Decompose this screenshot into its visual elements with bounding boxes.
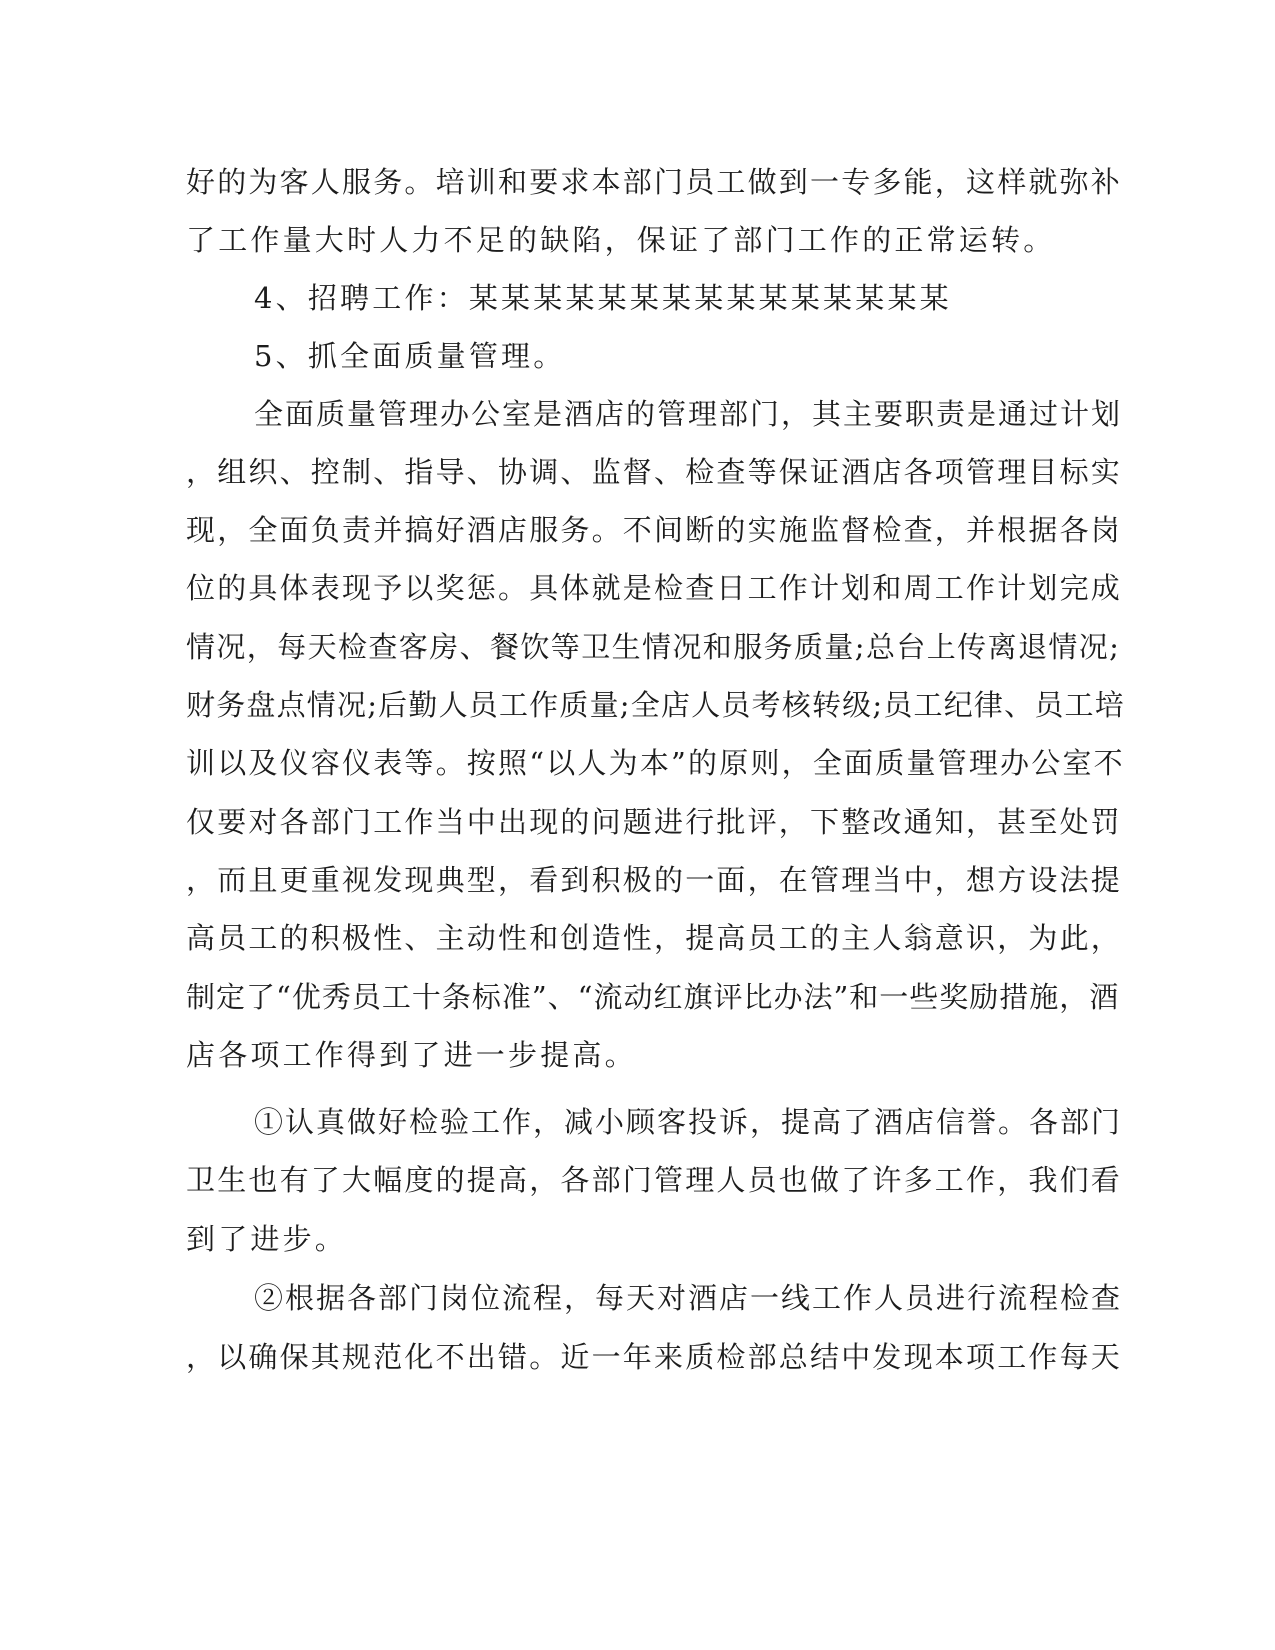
text-line: 财务盘点情况;后勤人员工作质量;全店人员考核转级;员工纪律、员工培 (186, 688, 1125, 722)
paragraph-start: 全面质量管理办公室是酒店的管理部门，其主要职责是通过计划 (254, 397, 1123, 431)
text-line: 训以及仪容仪表等。按照“以人为本”的原则，全面质量管理办公室不 (186, 746, 1125, 780)
list-item-inspection: ①认真做好检验工作，减小顾客投诉，提高了酒店信誉。各部门 (254, 1105, 1123, 1139)
text-line: 情况，每天检查客房、餐饮等卫生情况和服务质量;总台上传离退情况; (186, 630, 1121, 664)
text-line: 卫生也有了大幅度的提高，各部门管理人员也做了许多工作，我们看 (186, 1163, 1123, 1197)
text-line: ，组织、控制、指导、协调、监督、检查等保证酒店各项管理目标实 (186, 455, 1123, 489)
list-item-recruitment: 4、招聘工作：某某某某某某某某某某某某某某某 (254, 281, 952, 315)
text-line: ，以确保其规范化不出错。近一年来质检部总结中发现本项工作每天 (186, 1340, 1123, 1374)
text-line: 店各项工作得到了进一步提高。 (186, 1038, 637, 1072)
text-line: 好的为客人服务。培训和要求本部门员工做到一专多能，这样就弥补 (186, 165, 1123, 199)
text-line: 位的具体表现予以奖惩。具体就是检查日工作计划和周工作计划完成 (186, 571, 1123, 605)
text-line: 高员工的积极性、主动性和创造性，提高员工的主人翁意识，为此， (186, 921, 1123, 955)
text-line: ，而且更重视发现典型，看到积极的一面，在管理当中，想方设法提 (186, 863, 1123, 897)
text-line: 了工作量大时人力不足的缺陷，保证了部门工作的正常运转。 (186, 223, 1056, 257)
list-item-process-check: ②根据各部门岗位流程，每天对酒店一线工作人员进行流程检查 (254, 1281, 1123, 1315)
text-line: 制定了“优秀员工十条标准”、“流动红旗评比办法”和一些奖励措施，酒 (186, 980, 1120, 1014)
text-line: 到了进步。 (186, 1222, 348, 1256)
list-item-quality-management: 5、抓全面质量管理。 (254, 339, 566, 373)
text-line: 现，全面负责并搞好酒店服务。不间断的实施监督检查，并根据各岗 (186, 513, 1123, 547)
text-line: 仅要对各部门工作当中出现的问题进行批评，下整改通知，甚至处罚 (186, 805, 1123, 839)
